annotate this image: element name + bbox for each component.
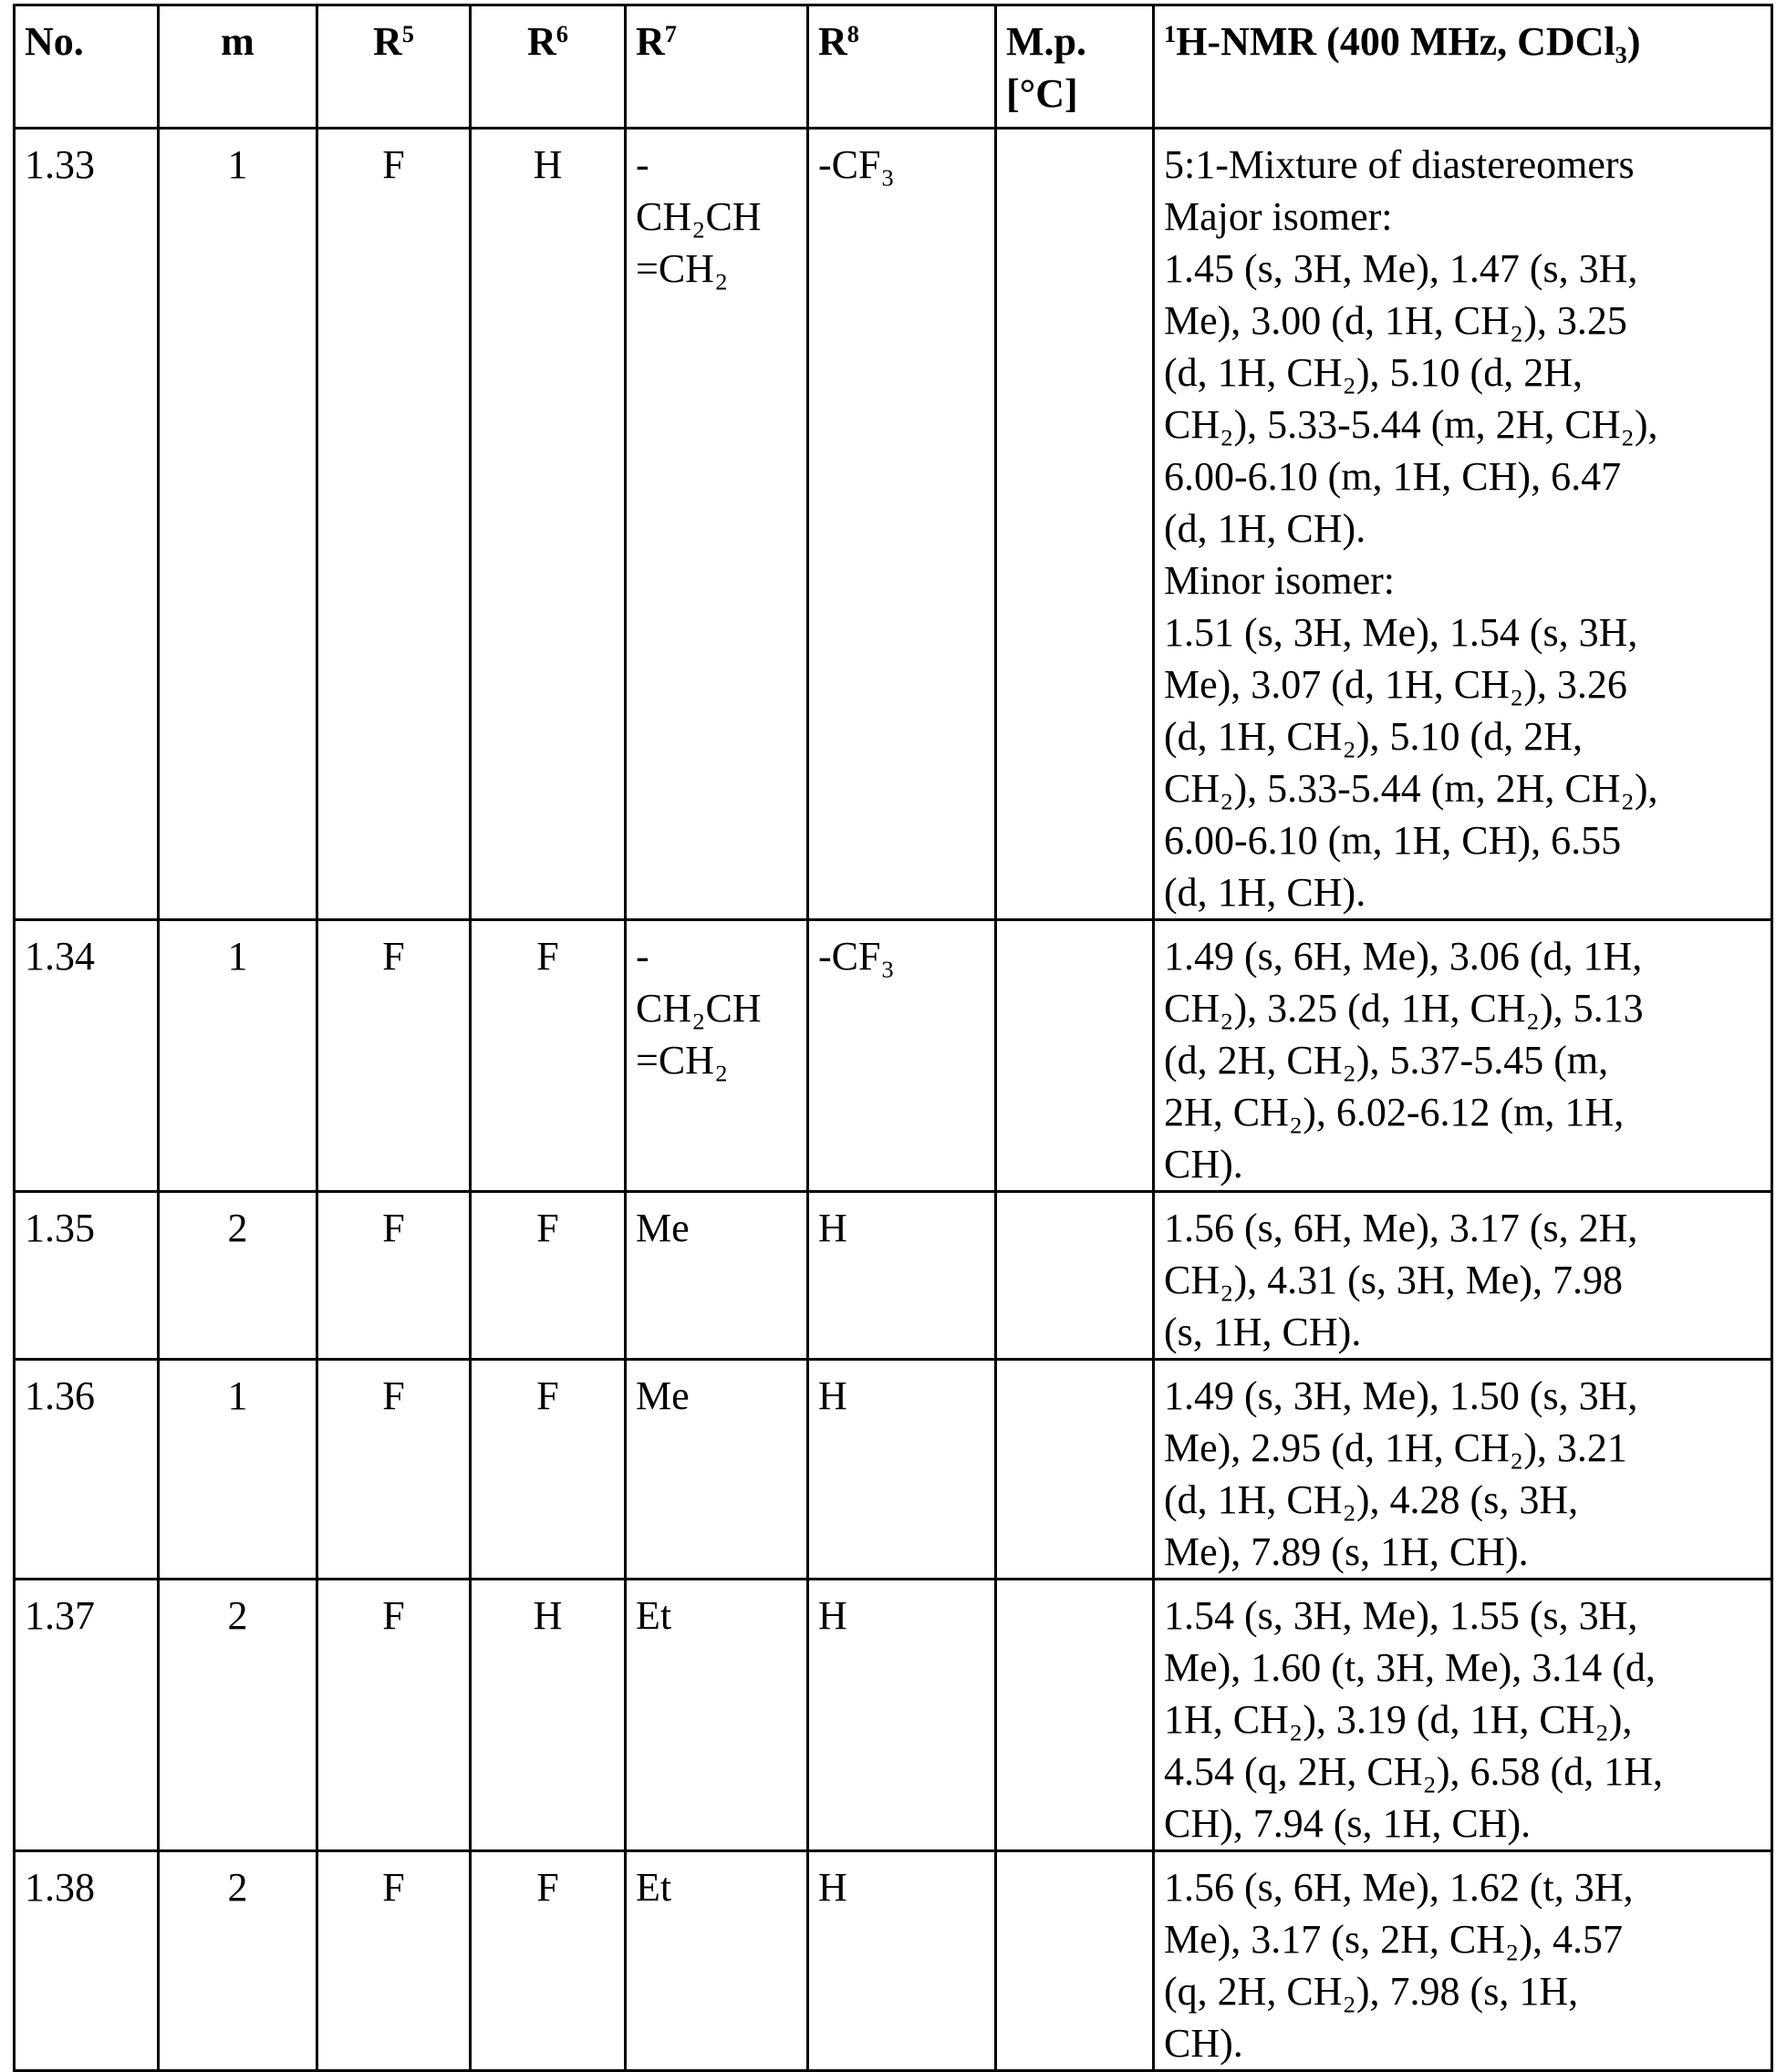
nmr-line: CH). [1164,1138,1761,1190]
cell-nmr [1154,1580,1772,1851]
table-row [15,129,1772,920]
table-row [15,1360,1772,1580]
cell-r8: H [808,1580,996,1851]
cell-r5: F [317,1192,471,1360]
cell-r6: F [471,920,626,1192]
header-m: m [159,5,317,129]
cell-r8: H [808,1360,996,1580]
r7-line: =CH₂ [636,243,797,295]
nmr-line: Major isomer: [1164,191,1761,243]
header-mp: M.p. [°C] [996,5,1154,129]
cell-r5: F [317,1360,471,1580]
header-row [15,5,1772,129]
r7-line: Me [636,1370,797,1422]
nmr-line: CH₂), 5.33-5.44 (m, 2H, CH₂), [1164,399,1761,451]
nmr-line: Me), 3.00 (d, 1H, CH₂), 3.25 [1164,295,1761,347]
cell-r5: F [317,1851,471,2071]
cell-m: 2 [159,1851,317,2071]
cell-r7 [626,1192,808,1360]
cell-mp [996,1580,1154,1851]
nmr-line: 1.49 (s, 6H, Me), 3.06 (d, 1H, [1164,930,1761,982]
nmr-line: (d, 1H, CH). [1164,502,1761,554]
nmr-line: 1.54 (s, 3H, Me), 1.55 (s, 3H, [1164,1590,1761,1642]
table-row [15,1580,1772,1851]
cell-r5: F [317,1580,471,1851]
cell-nmr [1154,1360,1772,1580]
r7-line: CH₂CH [636,191,797,243]
nmr-line: 6.00-6.10 (m, 1H, CH), 6.55 [1164,814,1761,866]
table-row [15,1192,1772,1360]
cell-nmr [1154,1851,1772,2071]
table-row [15,1851,1772,2071]
cell-m: 2 [159,1580,317,1851]
nmr-line: CH₂), 5.33-5.44 (m, 2H, CH₂), [1164,762,1761,814]
nmr-line: CH₂), 4.31 (s, 3H, Me), 7.98 [1164,1254,1761,1306]
cell-nmr [1154,1192,1772,1360]
cell-m: 1 [159,1360,317,1580]
nmr-line: (d, 1H, CH₂), 5.10 (d, 2H, [1164,347,1761,399]
nmr-data-table [13,4,1773,2072]
nmr-line: (d, 2H, CH₂), 5.37-5.45 (m, [1164,1034,1761,1086]
cell-r6: F [471,1360,626,1580]
r7-line: =CH₂ [636,1034,797,1086]
table-row [15,920,1772,1192]
nmr-line: 5:1-Mixture of diastereomers [1164,139,1761,191]
nmr-line: Me), 3.17 (s, 2H, CH₂), 4.57 [1164,1913,1761,1965]
nmr-line: CH), 7.94 (s, 1H, CH). [1164,1797,1761,1849]
cell-no: 1.33 [15,129,159,920]
nmr-line: 2H, CH₂), 6.02-6.12 (m, 1H, [1164,1086,1761,1138]
cell-r5: F [317,129,471,920]
cell-r7 [626,129,808,920]
cell-no: 1.37 [15,1580,159,1851]
nmr-line: 1.45 (s, 3H, Me), 1.47 (s, 3H, [1164,243,1761,295]
cell-r8: H [808,1192,996,1360]
cell-no: 1.35 [15,1192,159,1360]
nmr-line: 1H, CH₂), 3.19 (d, 1H, CH₂), [1164,1694,1761,1746]
cell-mp [996,1851,1154,2071]
cell-r6: H [471,129,626,920]
r7-line: - [636,930,797,982]
nmr-line: (d, 1H, CH₂), 5.10 (d, 2H, [1164,710,1761,762]
nmr-line: 1.51 (s, 3H, Me), 1.54 (s, 3H, [1164,606,1761,658]
r7-line: - [636,139,797,191]
header-r5: R5 [317,5,471,129]
header-r7: R7 [626,5,808,129]
nmr-line: 1.56 (s, 6H, Me), 3.17 (s, 2H, [1164,1202,1761,1254]
nmr-line: (d, 1H, CH). [1164,866,1761,918]
r7-line: CH₂CH [636,982,797,1034]
nmr-line: (q, 2H, CH₂), 7.98 (s, 1H, [1164,1965,1761,2017]
cell-nmr [1154,920,1772,1192]
nmr-line: Me), 1.60 (t, 3H, Me), 3.14 (d, [1164,1642,1761,1694]
r7-line: Et [636,1590,797,1642]
cell-no: 1.34 [15,920,159,1192]
cell-r5: F [317,920,471,1192]
cell-no: 1.38 [15,1851,159,2071]
nmr-line: 6.00-6.10 (m, 1H, CH), 6.47 [1164,451,1761,502]
nmr-line: 1.56 (s, 6H, Me), 1.62 (t, 3H, [1164,1861,1761,1913]
cell-r7 [626,920,808,1192]
cell-r6: F [471,1192,626,1360]
header-nmr: 1H-NMR (400 MHz, CDCl₃) [1154,5,1772,129]
cell-mp [996,1360,1154,1580]
cell-m: 1 [159,129,317,920]
cell-nmr [1154,129,1772,920]
cell-mp [996,920,1154,1192]
nmr-line: Me), 7.89 (s, 1H, CH). [1164,1526,1761,1578]
nmr-line: CH₂), 3.25 (d, 1H, CH₂), 5.13 [1164,982,1761,1034]
cell-mp [996,1192,1154,1360]
nmr-line: Me), 2.95 (d, 1H, CH₂), 3.21 [1164,1422,1761,1474]
nmr-line: CH). [1164,2017,1761,2069]
cell-r7 [626,1360,808,1580]
r7-line: Et [636,1861,797,1913]
cell-no: 1.36 [15,1360,159,1580]
nmr-line: 4.54 (q, 2H, CH₂), 6.58 (d, 1H, [1164,1746,1761,1797]
nmr-line: Me), 3.07 (d, 1H, CH₂), 3.26 [1164,658,1761,710]
nmr-line: (d, 1H, CH₂), 4.28 (s, 3H, [1164,1474,1761,1526]
cell-r7 [626,1580,808,1851]
cell-r8: -CF₃ [808,920,996,1192]
nmr-line: (s, 1H, CH). [1164,1306,1761,1358]
header-no: No. [15,5,159,129]
header-r8: R8 [808,5,996,129]
cell-r6: H [471,1580,626,1851]
cell-m: 1 [159,920,317,1192]
nmr-line: Minor isomer: [1164,554,1761,606]
r7-line: Me [636,1202,797,1254]
cell-r8: -CF₃ [808,129,996,920]
cell-r8: H [808,1851,996,2071]
nmr-line: 1.49 (s, 3H, Me), 1.50 (s, 3H, [1164,1370,1761,1422]
header-r6: R6 [471,5,626,129]
cell-mp [996,129,1154,920]
cell-r7 [626,1851,808,2071]
cell-m: 2 [159,1192,317,1360]
cell-r6: F [471,1851,626,2071]
